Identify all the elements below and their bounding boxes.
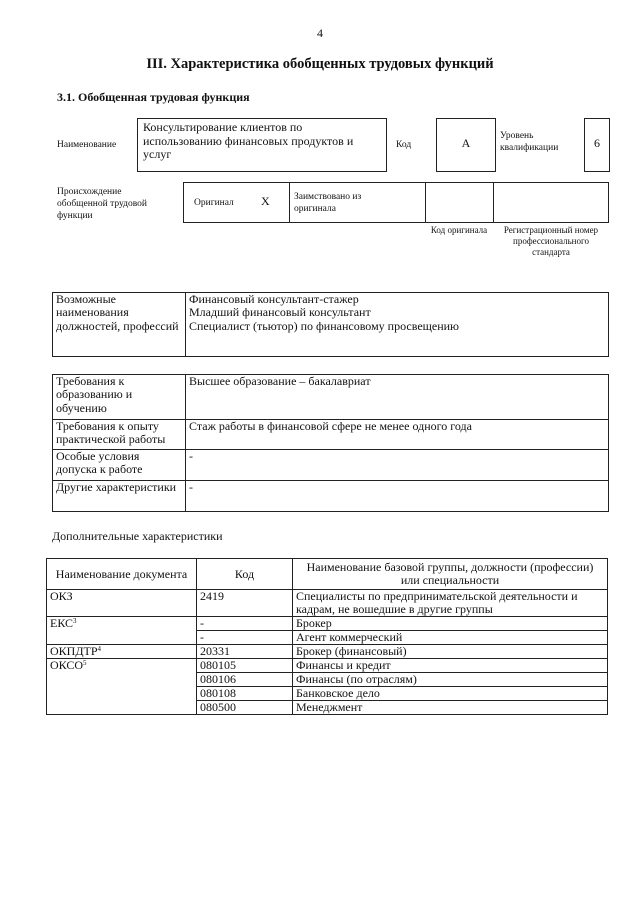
okso-name: Банковское дело bbox=[293, 687, 608, 701]
level-value: 6 bbox=[594, 136, 600, 150]
code-original-caption: Код оригинала bbox=[430, 225, 488, 235]
original-label: Оригинал bbox=[194, 198, 234, 208]
extra-title: Дополнительные характеристики bbox=[52, 529, 223, 543]
eks-name: Агент коммерческий bbox=[293, 631, 608, 645]
name-value: Консультирование клиентов по использованию финансовых продуктов и услуг bbox=[143, 120, 354, 161]
positions-list bbox=[186, 293, 609, 357]
requirements-table bbox=[52, 374, 609, 512]
section-title: III. Характеристика обобщенных трудовых функций bbox=[146, 56, 494, 72]
subsection-title: 3.1. Обобщенная трудовая функция bbox=[57, 90, 250, 104]
header-code: Код bbox=[197, 559, 293, 590]
extra-table bbox=[46, 558, 608, 715]
okso-code: 080108 bbox=[197, 687, 293, 701]
okso-name: Финансы и кредит bbox=[293, 659, 608, 673]
eks-doc-name: ЕКС bbox=[50, 616, 74, 630]
code-label: Код bbox=[396, 140, 412, 150]
okso-code: 080106 bbox=[197, 673, 293, 687]
requirement-label: Требования к опыту практической работы bbox=[53, 420, 186, 450]
okz-doc: ОКЗ bbox=[47, 590, 197, 617]
page-number: 4 bbox=[317, 26, 323, 40]
position-item: Младший финансовый консультант bbox=[189, 305, 371, 320]
positions-table bbox=[52, 292, 609, 357]
origin-label: Происхождение обобщенной трудовой функции bbox=[57, 187, 147, 221]
requirement-value: Высшее образование – бакалавриат bbox=[186, 375, 609, 420]
requirement-label: Другие характеристики bbox=[53, 481, 186, 512]
okz-name: Специалисты по предпринимательской деятельности и кадрам, не вошедшие в другие группы bbox=[293, 590, 608, 617]
eks-footnote: 3 bbox=[73, 617, 77, 625]
requirement-label: Особые условия допуска к работе bbox=[53, 450, 186, 481]
reg-number-caption: Регистрационный номер профессионального стандарта bbox=[503, 225, 599, 257]
okso-doc-name: ОКСО bbox=[50, 658, 84, 672]
okso-code: 080500 bbox=[197, 701, 293, 715]
requirement-label: Требования к образованию и обучению bbox=[53, 375, 186, 420]
requirement-value: Стаж работы в финансовой сфере не менее одного года bbox=[186, 420, 609, 450]
requirement-value: - bbox=[186, 450, 609, 481]
level-value-box bbox=[584, 118, 610, 172]
level-label: Уровень квалификации bbox=[500, 131, 559, 153]
requirement-value: - bbox=[186, 481, 609, 512]
original-mark: Х bbox=[261, 194, 270, 208]
header-name: Наименование базовой группы, должности (профессии) или специальности bbox=[293, 559, 608, 590]
okso-name: Менеджмент bbox=[293, 701, 608, 715]
okpdtr-name: Брокер (финансовый) bbox=[293, 645, 608, 659]
okso-name: Финансы (по отраслям) bbox=[293, 673, 608, 687]
header-document: Наименование документа bbox=[47, 559, 197, 590]
okso-footnote: 5 bbox=[83, 659, 87, 667]
okpdtr-footnote: 4 bbox=[97, 645, 102, 653]
code-value: А bbox=[461, 136, 471, 150]
code-value-box bbox=[436, 118, 496, 172]
okso-code: 080105 bbox=[197, 659, 293, 673]
eks-code: - bbox=[197, 631, 293, 645]
eks-doc bbox=[47, 617, 197, 645]
okpdtr-doc-name: ОКПДТР bbox=[50, 644, 98, 658]
name-value-box bbox=[137, 118, 387, 172]
okpdtr-code: 20331 bbox=[197, 645, 293, 659]
position-item: Специалист (тьютор) по финансовому просвещению bbox=[189, 318, 460, 333]
name-label: Наименование bbox=[57, 140, 117, 150]
okz-code: 2419 bbox=[197, 590, 293, 617]
borrowed-label: Заимствовано из оригинала bbox=[294, 192, 362, 214]
okpdtr-doc bbox=[47, 645, 197, 659]
okso-doc bbox=[47, 659, 197, 715]
eks-name: Брокер bbox=[293, 617, 608, 631]
origin-box bbox=[183, 182, 609, 223]
eks-code: - bbox=[197, 617, 293, 631]
positions-label: Возможные наименования должностей, профессий bbox=[53, 293, 186, 357]
position-item: Финансовый консультант-стажер bbox=[189, 292, 359, 306]
